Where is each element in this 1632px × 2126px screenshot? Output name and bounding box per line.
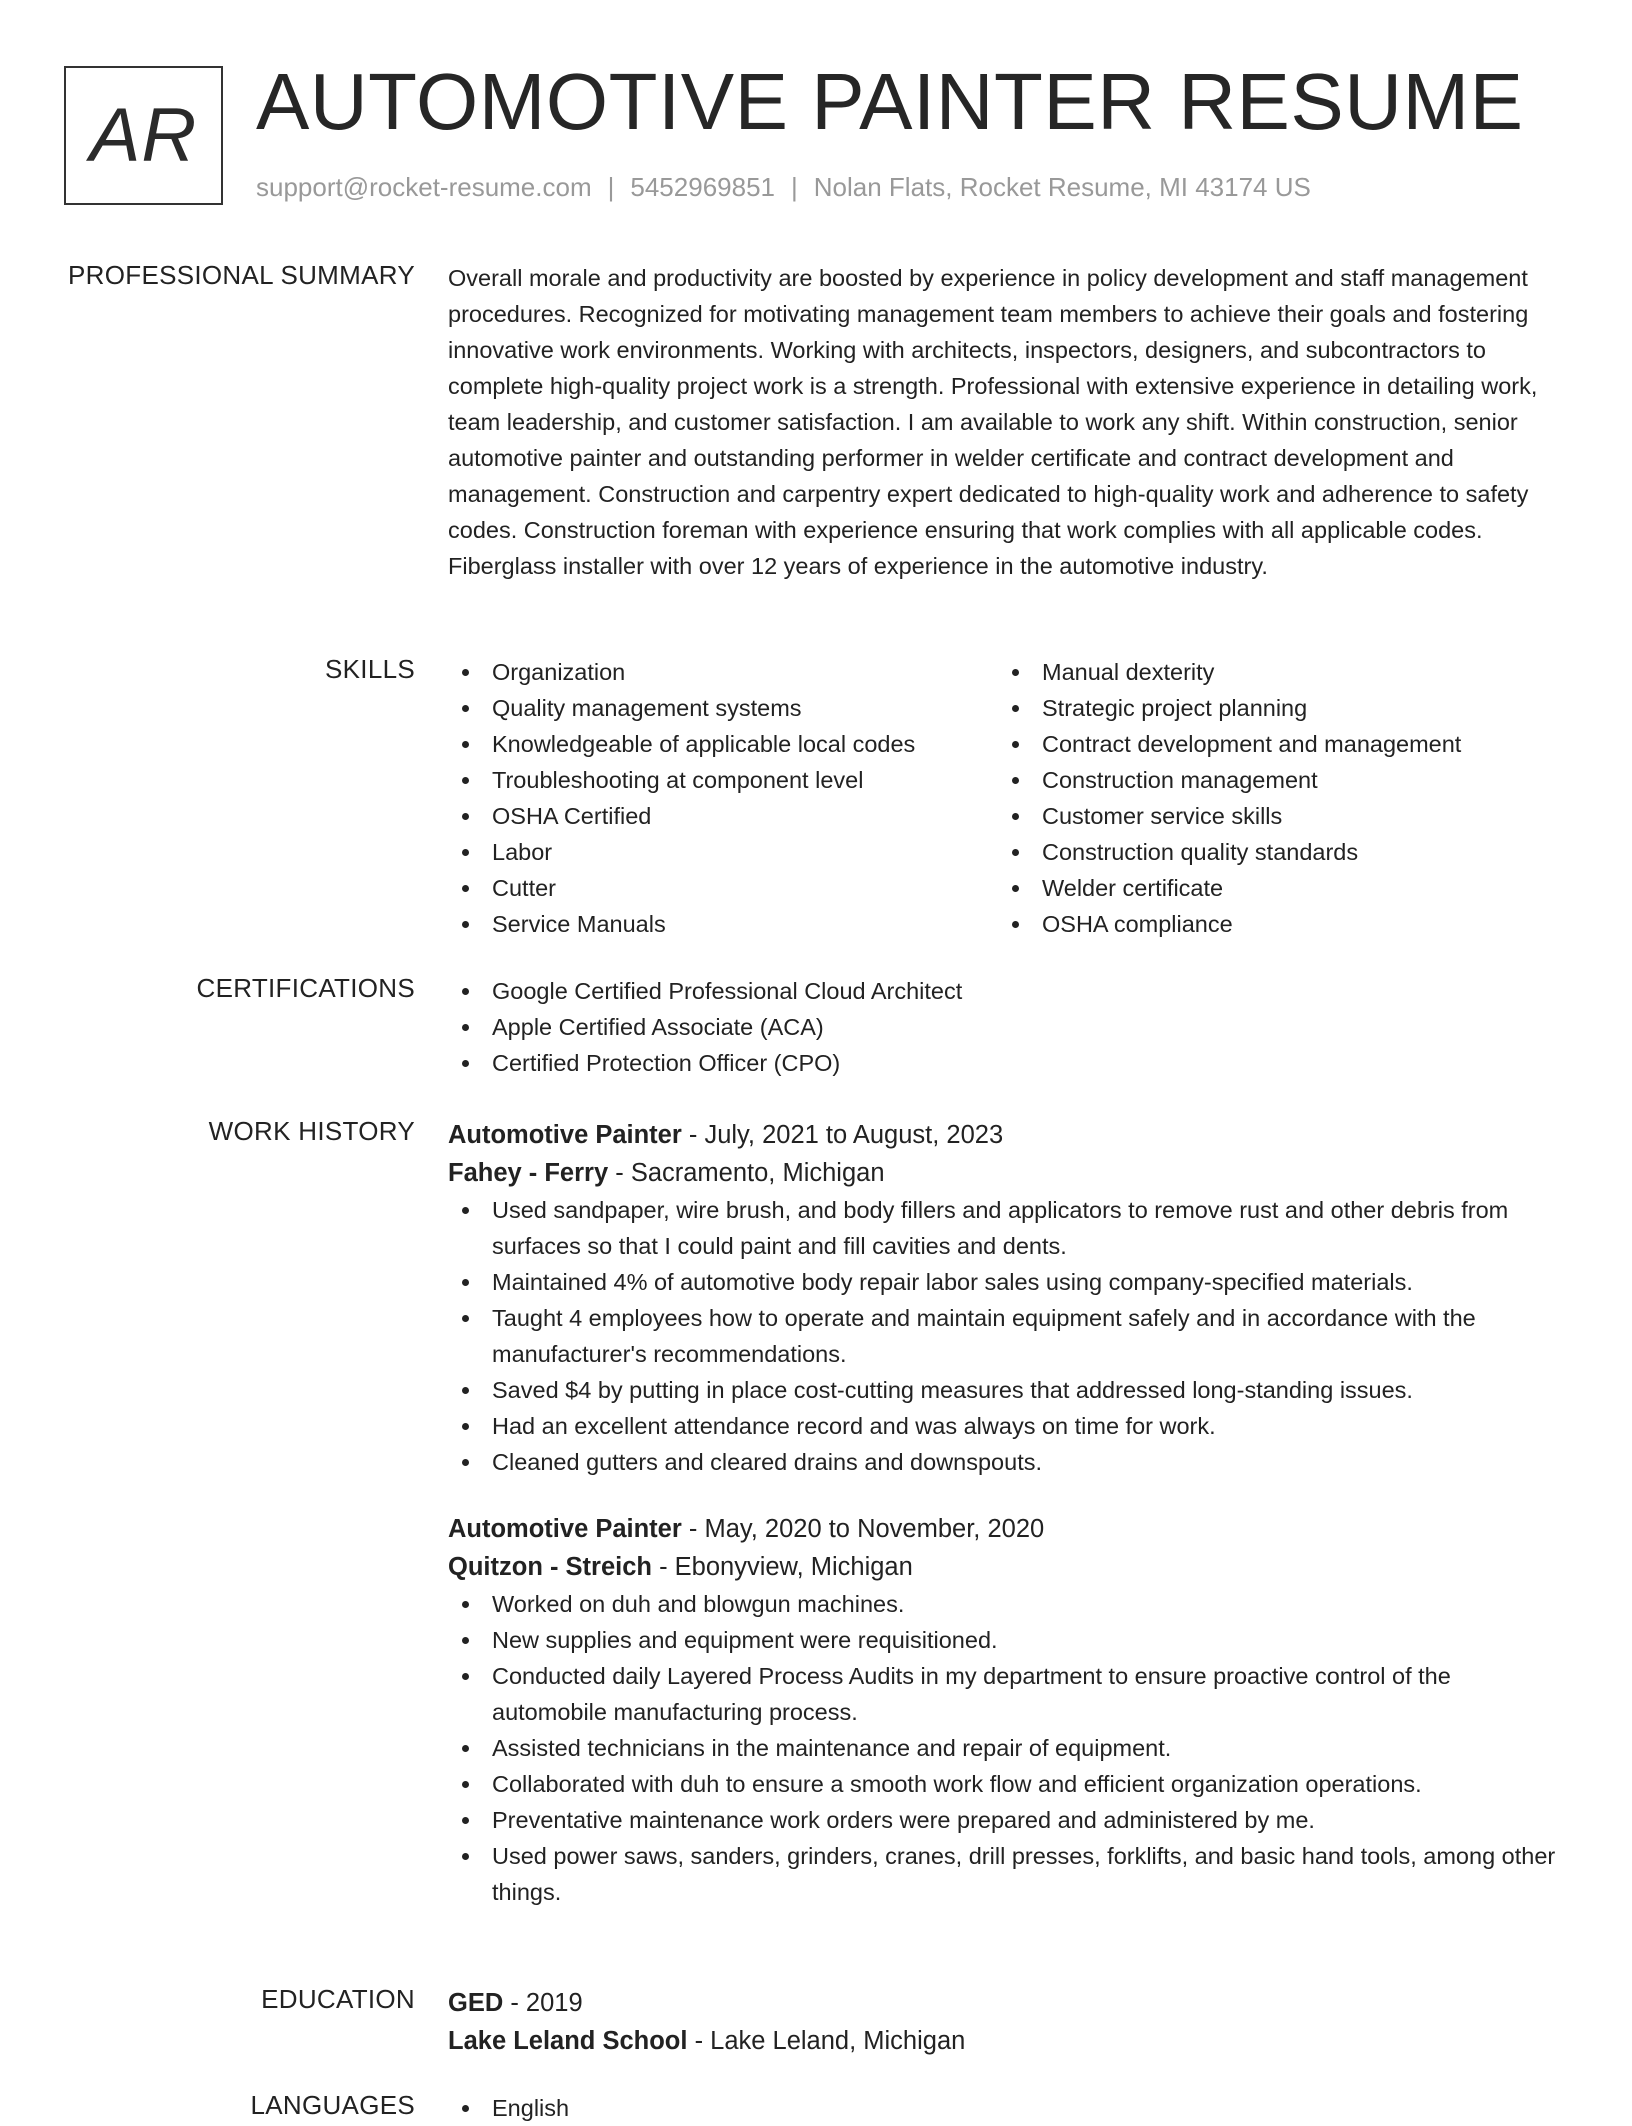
skill-item: Contract development and management	[998, 726, 1548, 762]
education-label: EDUCATION	[261, 1984, 415, 2014]
certifications-body	[448, 973, 1568, 1081]
job-bullet: Cleaned gutters and cleared drains and downspouts.	[448, 1444, 1568, 1480]
job-dates: - May, 2020 to November, 2020	[681, 1515, 1045, 1543]
page-title: AUTOMOTIVE PAINTER RESUME	[256, 57, 1524, 146]
job-bullet: Collaborated with duh to ensure a smooth work flow and efficient organization operations.	[448, 1766, 1568, 1802]
skills-columns	[448, 654, 1568, 942]
skill-item: Manual dexterity	[998, 654, 1548, 690]
summary-label: PROFESSIONAL SUMMARY	[68, 260, 415, 290]
skill-item: Cutter	[448, 870, 998, 906]
contact-address: Nolan Flats, Rocket Resume, MI 43174 US	[813, 172, 1311, 202]
certification-item: Certified Protection Officer (CPO)	[448, 1045, 1568, 1081]
skill-item: Labor	[448, 834, 998, 870]
job-dates: - July, 2021 to August, 2023	[681, 1121, 1004, 1149]
job-bullet: Assisted technicians in the maintenance and repair of equipment.	[448, 1730, 1568, 1766]
monogram-initials: AR	[89, 93, 198, 178]
job-bullet: Worked on duh and blowgun machines.	[448, 1586, 1568, 1622]
skill-item: OSHA Certified	[448, 798, 998, 834]
monogram-box	[64, 66, 223, 205]
job-bullet: Saved $4 by putting in place cost-cutting measures that addressed long-standing issues.	[448, 1372, 1568, 1408]
contact-email: support@rocket-resume.com	[256, 172, 592, 202]
languages-body	[448, 2090, 1568, 2126]
job-bullet: Maintained 4% of automotive body repair labor sales using company-specified materials.	[448, 1264, 1568, 1300]
skill-item: OSHA compliance	[998, 906, 1548, 942]
skill-item: Customer service skills	[998, 798, 1548, 834]
job-bullet: Had an excellent attendance record and was always on time for work.	[448, 1408, 1568, 1444]
job-bullet: Conducted daily Layered Process Audits in my department to ensure proactive control of the automobile manufacturing process.	[448, 1658, 1568, 1730]
education-location: - Lake Leland, Michigan	[687, 2027, 966, 2055]
job-bullet: Used power saws, sanders, grinders, cranes, drill presses, forklifts, and basic hand tools, among other things.	[448, 1838, 1568, 1910]
work-history-label: WORK HISTORY	[208, 1116, 415, 1146]
skills-list-left	[448, 654, 998, 942]
contact-line	[256, 172, 1311, 203]
work-history-body	[448, 1116, 1568, 1910]
languages-label: LANGUAGES	[250, 2090, 415, 2120]
job-title-line	[448, 1116, 1568, 1154]
skill-item: Troubleshooting at component level	[448, 762, 998, 798]
job-location: - Sacramento, Michigan	[608, 1159, 885, 1187]
skill-item: Knowledgeable of applicable local codes	[448, 726, 998, 762]
job-company-line	[448, 1548, 1568, 1586]
contact-separator: |	[607, 172, 615, 202]
skill-item: Construction management	[998, 762, 1548, 798]
job-entry	[448, 1116, 1568, 1480]
language-item: English	[448, 2090, 1568, 2126]
education-body	[448, 1984, 1568, 2060]
certification-item: Apple Certified Associate (ACA)	[448, 1009, 1568, 1045]
skill-item: Service Manuals	[448, 906, 998, 942]
skill-item: Strategic project planning	[998, 690, 1548, 726]
education-degree: GED	[448, 1989, 504, 2017]
job-title: Automotive Painter	[448, 1121, 682, 1149]
job-bullet: Preventative maintenance work orders were prepared and administered by me.	[448, 1802, 1568, 1838]
certifications-label: CERTIFICATIONS	[196, 973, 415, 1003]
skills-list-right	[998, 654, 1548, 942]
job-bullet: New supplies and equipment were requisitioned.	[448, 1622, 1568, 1658]
skill-item: Construction quality standards	[998, 834, 1548, 870]
languages-list	[448, 2090, 1568, 2126]
job-bullets	[448, 1586, 1568, 1910]
job-location: - Ebonyview, Michigan	[652, 1553, 913, 1581]
skills-label: SKILLS	[325, 654, 415, 684]
education-school-line	[448, 2022, 1568, 2060]
contact-phone: 5452969851	[630, 172, 775, 202]
job-company: Quitzon - Streich	[448, 1553, 652, 1581]
job-company-line	[448, 1154, 1568, 1192]
certifications-list	[448, 973, 1568, 1081]
skill-item: Quality management systems	[448, 690, 998, 726]
job-title: Automotive Painter	[448, 1515, 682, 1543]
job-title-line	[448, 1510, 1568, 1548]
job-bullet: Used sandpaper, wire brush, and body fillers and applicators to remove rust and other debris from surfaces so that I could paint and fill cavities and dents.	[448, 1192, 1568, 1264]
skill-item: Organization	[448, 654, 998, 690]
education-year: - 2019	[503, 1989, 583, 2017]
summary-text: Overall morale and productivity are boosted by experience in policy development and staff management procedures. Recognized for motivating management team members to achieve their goals and fostering innovative work environments. Working with architects, inspectors, designers, and subcontractors to complete high-quality project work is a strength. Professional with extensive experience in detailing work, team leadership, and customer satisfaction. I am available to work any shift. Within construction, senior automotive painter and outstanding performer in welder certificate and contract development and management. Construction and carpentry expert dedicated to high-quality work and adherence to safety codes. Construction foreman with experience ensuring that work complies with all applicable codes. Fiberglass installer with over 12 years of experience in the automotive industry.	[448, 265, 1538, 579]
education-degree-line	[448, 1984, 1568, 2022]
job-company: Fahey - Ferry	[448, 1159, 609, 1187]
certification-item: Google Certified Professional Cloud Architect	[448, 973, 1568, 1009]
job-bullet: Taught 4 employees how to operate and maintain equipment safely and in accordance with the manufacturer's recommendations.	[448, 1300, 1568, 1372]
contact-separator: |	[791, 172, 798, 202]
job-bullets	[448, 1192, 1568, 1480]
skill-item: Welder certificate	[998, 870, 1548, 906]
job-entry	[448, 1510, 1568, 1910]
education-school: Lake Leland School	[448, 2027, 688, 2055]
